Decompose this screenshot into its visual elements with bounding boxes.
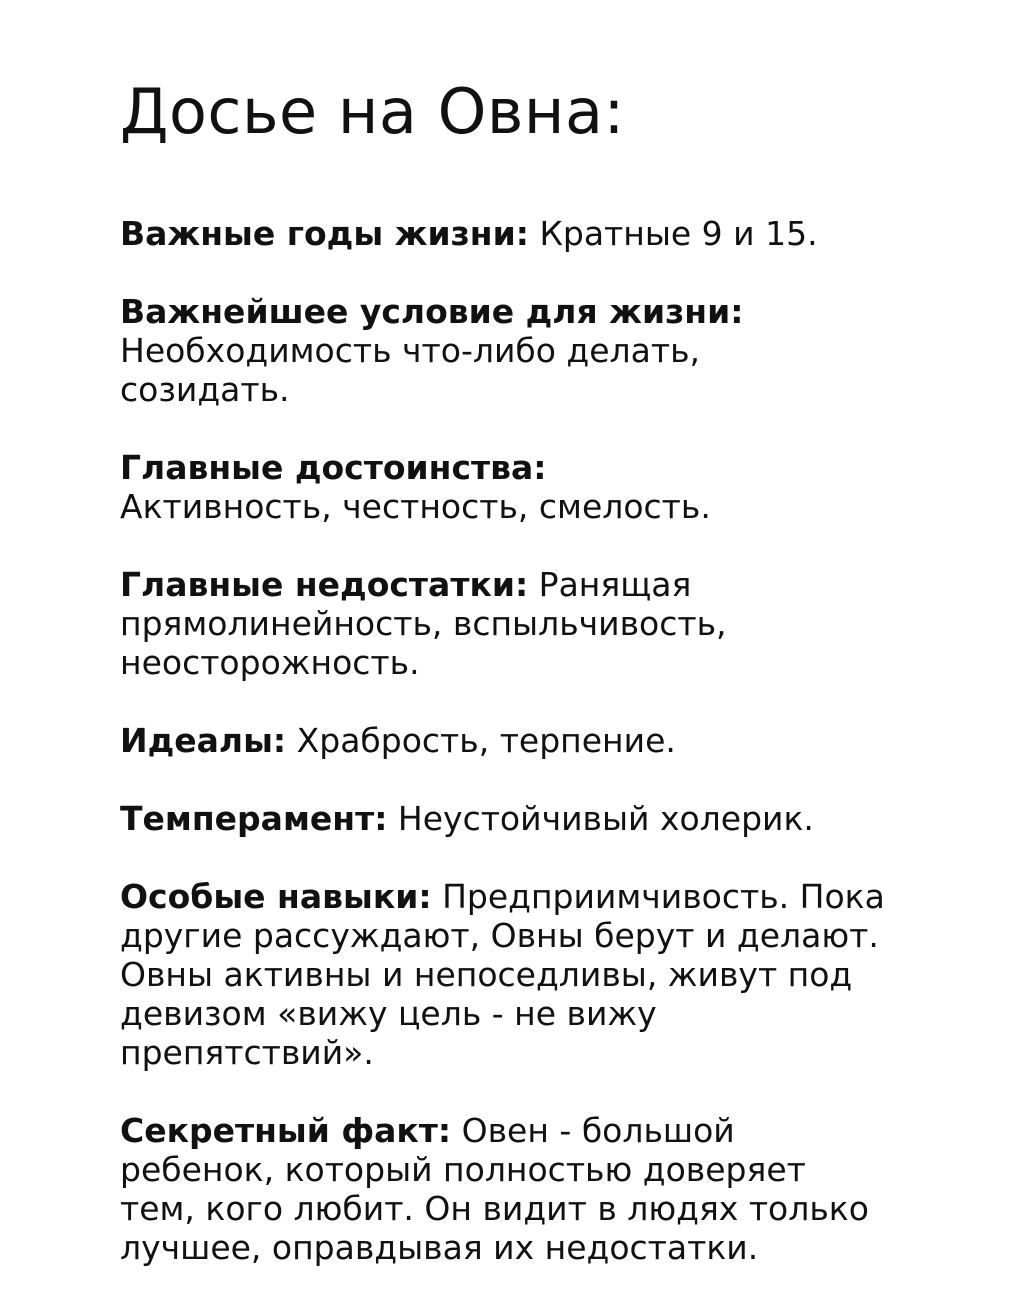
- entry-value: Неустойчивый холерик.: [397, 799, 814, 838]
- entry-value: Храбрость, терпение.: [296, 721, 676, 760]
- entry-value: Необходимость что-либо делать, созидать.: [120, 331, 701, 409]
- entry-temperament: [120, 799, 920, 838]
- entry-label: Секретный факт:: [120, 1111, 452, 1150]
- entry-flaws: [120, 565, 760, 682]
- entry-special-skills: [120, 877, 920, 1072]
- entry-virtues: [120, 448, 760, 526]
- entry-label: Особые навыки:: [120, 877, 432, 916]
- entry-label: Важные годы жизни:: [120, 214, 529, 253]
- entry-ideals: [120, 721, 920, 760]
- entry-label: Важнейшее условие для жизни:: [120, 292, 744, 331]
- entry-life-condition: [120, 292, 880, 409]
- entry-value: Кратные 9 и 15.: [539, 214, 818, 253]
- entry-value: Активность, честность, смелость.: [120, 487, 711, 526]
- entry-value: Ранящая прямолинейность, вспыльчивость, неосторожность.: [120, 565, 727, 682]
- entry-important-years: [120, 214, 920, 253]
- entry-label: Главные достоинства:: [120, 448, 547, 487]
- entry-value: Овен - большой ребенок, который полностью доверяет тем, кого любит. Он видит в людях только лучшее, оправдывая их недостатки.: [120, 1111, 869, 1267]
- entry-label: Главные недостатки:: [120, 565, 529, 604]
- entry-secret-fact: [120, 1111, 890, 1267]
- document-page: [120, 70, 920, 1306]
- entry-label: Темперамент:: [120, 799, 388, 838]
- page-title: Досье на Овна:: [120, 75, 625, 148]
- entry-label: Идеалы:: [120, 721, 287, 760]
- entry-value: Предприимчивость. Пока другие рассуждают, Овны берут и делают. Овны активны и непоседливы, живут под девизом «вижу цель - не вижу препятствий».: [120, 877, 885, 1072]
